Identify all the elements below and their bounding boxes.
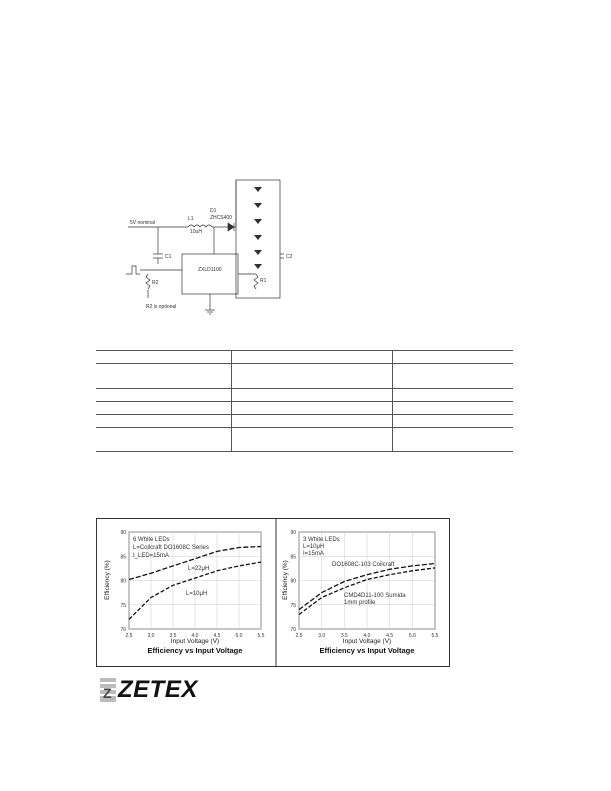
annotation: I_LED=15mA (133, 553, 169, 559)
table-row (96, 364, 513, 389)
y-tick-label: 85 (290, 554, 296, 561)
x-tick-label: 4.0 (191, 633, 199, 639)
d1-part-label: ZHCS400 (210, 215, 232, 221)
y-tick-label: 75 (120, 602, 126, 609)
annotation: L=10μH (303, 544, 325, 550)
ic-label: ZXLD1100 (198, 267, 222, 273)
x-tick-label: 2.5 (125, 633, 133, 639)
x-tick-label: 3.5 (169, 633, 177, 639)
x-tick-label: 4.0 (363, 633, 371, 639)
svg-text:Z: Z (103, 685, 112, 701)
logo-emblem-icon (100, 678, 116, 702)
c2-label: C2 (286, 254, 293, 260)
efficiency-charts-panel (96, 518, 451, 668)
d1-label: D1 (210, 208, 217, 214)
x-tick-label: 5.5 (431, 633, 439, 639)
x-tick-label: 3.0 (147, 633, 155, 639)
circuit-schematic (118, 170, 298, 320)
y-axis-label: Efficiency (%) (282, 560, 289, 600)
y-axis-label: Efficiency (%) (104, 560, 111, 600)
r2-label: R2 (152, 280, 159, 286)
x-tick-label: 3.5 (340, 633, 348, 639)
x-tick-label: 4.5 (386, 633, 394, 639)
y-tick-label: 85 (120, 554, 126, 561)
annotation: 6 White LEDs (133, 537, 170, 543)
vin-label: 5V nominal (130, 220, 156, 226)
y-tick-label: 90 (290, 530, 296, 536)
y-tick-label: 80 (120, 578, 126, 585)
x-tick-label: 2.5 (295, 633, 303, 639)
x-tick-label: 5.0 (408, 633, 416, 639)
y-tick-label: 70 (290, 627, 296, 633)
series-label: L=10μH (186, 591, 208, 597)
x-axis-label: Input Voltage (V) (342, 638, 392, 645)
x-tick-label: 4.5 (213, 633, 221, 639)
chart-left (104, 530, 265, 655)
table-row (96, 415, 513, 428)
r1-label: R1 (260, 278, 267, 284)
series-label: CMD4D11-100 Sumida (344, 593, 406, 599)
table-row (96, 428, 513, 452)
r2-optional-note: R2 is optional (146, 304, 177, 310)
table-row (96, 402, 513, 415)
chart-title: Efficiency vs Input Voltage (319, 646, 415, 655)
series-label: 1mm profile (344, 600, 376, 606)
spec-table (96, 350, 513, 452)
y-tick-label: 80 (290, 578, 296, 585)
y-tick-label: 70 (120, 627, 126, 633)
x-tick-label: 5.0 (235, 633, 243, 639)
l1-label: L1 (188, 216, 194, 222)
annotation: I=15mA (303, 551, 324, 557)
table-row (96, 389, 513, 402)
table-row (96, 351, 513, 364)
annotation: 3 White LEDs (303, 537, 340, 543)
y-tick-label: 90 (120, 530, 126, 536)
x-tick-label: 5.5 (257, 633, 265, 639)
y-tick-label: 75 (290, 602, 296, 609)
l1-value-label: 10uH (190, 229, 202, 235)
x-tick-label: 3.0 (318, 633, 326, 639)
zetex-logo (100, 674, 198, 708)
c1-label: C1 (165, 254, 172, 260)
series-label: L=22μH (188, 566, 210, 572)
chart-right (282, 530, 439, 655)
logo-text: ZETEX (118, 676, 198, 703)
series-label: DO1608C-103 Coilcraft (332, 562, 395, 568)
annotation: L=Coilcraft DO1608C Series (133, 545, 209, 551)
x-axis-label: Input Voltage (V) (170, 638, 220, 645)
chart-title: Efficiency vs Input Voltage (147, 646, 243, 655)
